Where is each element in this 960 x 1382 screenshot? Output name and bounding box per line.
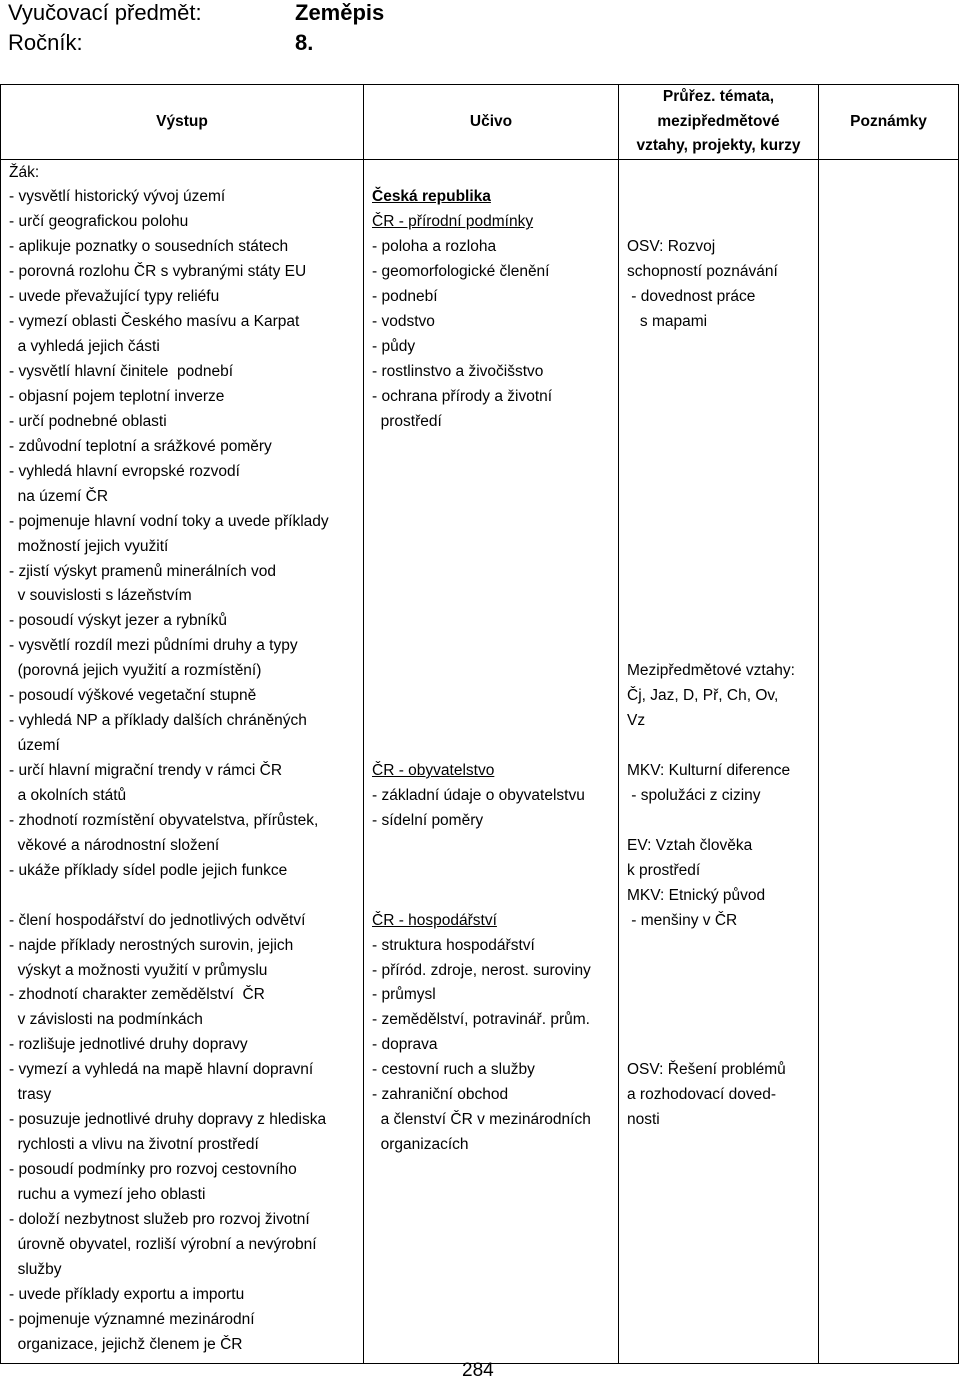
- prurez-line: [619, 434, 818, 459]
- ucivo-line: [364, 683, 618, 708]
- ucivo-column: [364, 159, 619, 1363]
- vystup-line: - uvede převažující typy reliéfu: [9, 288, 220, 306]
- ucivo-line: [364, 1307, 618, 1332]
- ucivo-line: [364, 833, 618, 858]
- ucivo-line: [364, 1207, 618, 1232]
- prurez-line: a rozhodovací doved-: [627, 1086, 777, 1104]
- vystup-line: - vymezí a vyhledá na mapě hlavní dopravní: [9, 1061, 314, 1079]
- ucivo-line: - rostlinstvo a živočišstvo: [372, 363, 544, 380]
- vystup-line: - posoudí výskyt jezer a rybníků: [9, 612, 227, 630]
- vystup-line: - zhodnotí charakter zemědělství ČR: [9, 986, 265, 1004]
- vystup-line: - uvede příklady exportu a importu: [9, 1285, 245, 1303]
- vystup-line: - pojmenuje hlavní vodní toky a uvede příklady: [9, 512, 329, 530]
- prurez-line: [619, 1332, 818, 1357]
- prurez-line: [619, 1232, 818, 1257]
- vystup-line: a vyhledá jejich části: [9, 338, 160, 356]
- column-header-ucivo: Učivo: [364, 85, 619, 160]
- vystup-line: - určí podnebné oblasti: [9, 412, 167, 430]
- ucivo-line: [364, 733, 618, 758]
- vystup-line: rychlosti a vlivu na životní prostředí: [9, 1136, 259, 1154]
- vystup-line: - zjistí výskyt pramenů minerálních vod: [9, 562, 277, 580]
- vystup-line: - porovná rozlohu ČR s vybranými státy EU: [9, 263, 307, 281]
- vystup-line: - doloží nezbytnost služeb pro rozvoj životní: [9, 1210, 310, 1228]
- ucivo-line: [364, 1232, 618, 1257]
- vystup-line: - vysvětlí hlavní činitele podnebí: [9, 363, 234, 380]
- ucivo-line: [364, 484, 618, 509]
- ucivo-line: - doprava: [372, 1036, 438, 1054]
- ucivo-line: [364, 1257, 618, 1282]
- ucivo-line: prostředí: [372, 412, 442, 430]
- vystup-line: - posoudí podmínky pro rozvoj cestovního: [9, 1161, 297, 1178]
- prurez-line: [619, 384, 818, 409]
- ucivo-line: ČR - přírodní podmínky: [372, 213, 534, 231]
- ucivo-line: - struktura hospodářství: [372, 936, 535, 954]
- column-header-prurez: [619, 85, 819, 160]
- ucivo-line: [364, 658, 618, 683]
- vystup-line: na území ČR: [9, 487, 109, 505]
- vystup-column: [1, 159, 364, 1363]
- ucivo-line: [364, 1332, 618, 1357]
- vystup-line: - posuzuje jednotlivé druhy dopravy z hlediska: [9, 1111, 327, 1129]
- prurez-line: [619, 1157, 818, 1182]
- vystup-line: [1, 883, 363, 908]
- vystup-line: Žák:: [9, 163, 40, 181]
- ucivo-line: - cestovní ruch a služby: [372, 1061, 535, 1079]
- prurez-line: [619, 484, 818, 509]
- vystup-line: v závislosti na podmínkách: [9, 1011, 203, 1029]
- vystup-line: organizace, jejichž členem je ČR: [9, 1335, 243, 1353]
- table-body-row: [1, 159, 959, 1363]
- prurez-line: [619, 459, 818, 484]
- vystup-line: - objasní pojem teplotní inverze: [9, 387, 225, 405]
- vystup-line: - posoudí výškové vegetační stupně: [9, 687, 257, 705]
- vystup-line: v souvislosti s lázeňstvím: [9, 587, 192, 605]
- vystup-line: možností jejich využití: [9, 537, 169, 555]
- prurez-line: MKV: Kulturní diference: [627, 762, 791, 779]
- ucivo-line: - sídelní poměry: [372, 811, 484, 829]
- ucivo-line: [364, 1182, 618, 1207]
- vystup-line: - vyhledá NP a příklady dalších chráněných: [9, 712, 307, 730]
- prurez-line: [619, 1257, 818, 1282]
- vystup-line: - rozlišuje jednotlivé druhy dopravy: [9, 1036, 248, 1054]
- prurez-line: [619, 733, 818, 758]
- ucivo-line: [364, 459, 618, 484]
- prurez-line: Vz: [627, 712, 646, 730]
- ucivo-line: organizacích: [372, 1136, 469, 1154]
- vystup-line: a okolních států: [9, 786, 127, 804]
- ucivo-line: - geomorfologické členění: [372, 263, 550, 281]
- prurez-line: [619, 209, 818, 234]
- ucivo-line: ČR - hospodářství: [372, 911, 497, 929]
- vystup-line: - vysvětlí historický vývoj území: [9, 188, 226, 206]
- subject-label: Vyučovací předmět:: [8, 0, 202, 25]
- prurez-line: - spolužáci z ciziny: [627, 786, 761, 804]
- grade-label: Ročník:: [8, 30, 83, 55]
- ucivo-line: - příród. zdroje, nerost. suroviny: [372, 961, 591, 979]
- prurez-line: [619, 1182, 818, 1207]
- ucivo-line: - podnebí: [372, 288, 438, 306]
- vystup-line: výskyt a možnosti využití v průmyslu: [9, 961, 268, 979]
- prurez-line: [619, 608, 818, 633]
- ucivo-line: Česká republika: [372, 188, 491, 206]
- vystup-line: - vyhledá hlavní evropské rozvodí: [9, 462, 240, 480]
- vystup-line: - určí geografickou polohu: [9, 213, 189, 231]
- grade-value: 8.: [295, 30, 314, 55]
- vystup-line: - člení hospodářství do jednotlivých odvětví: [9, 911, 306, 929]
- ucivo-line: [364, 559, 618, 584]
- prurez-line: Čj, Jaz, D, Př, Ch, Ov,: [627, 687, 779, 705]
- prurez-line: OSV: Rozvoj: [627, 238, 716, 256]
- column-header-prurez-line: vztahy, projekty, kurzy: [636, 137, 801, 154]
- prurez-line: nosti: [627, 1111, 660, 1129]
- prurez-line: [619, 160, 818, 185]
- prurez-line: s mapami: [627, 313, 708, 331]
- prurez-line: [619, 359, 818, 384]
- prurez-line: [619, 1132, 818, 1157]
- vystup-line: - ukáže příklady sídel podle jejich funkce: [9, 861, 288, 879]
- vystup-line: úrovně obyvatel, rozliší výrobní a nevýrobní: [9, 1235, 317, 1253]
- vystup-line: věkové a národnostní složení: [9, 836, 220, 854]
- vystup-line: ruchu a vymezí jeho oblasti: [9, 1185, 206, 1203]
- grade-line: [8, 30, 313, 56]
- vystup-line: trasy: [9, 1086, 52, 1104]
- prurez-line: [619, 1282, 818, 1307]
- prurez-line: [619, 184, 818, 209]
- vystup-line: - pojmenuje významné mezinárodní: [9, 1310, 255, 1328]
- prurez-line: MKV: Etnický původ: [627, 886, 766, 904]
- ucivo-line: [364, 534, 618, 559]
- prurez-line: [619, 1007, 818, 1032]
- prurez-line: [619, 1207, 818, 1232]
- prurez-line: [619, 583, 818, 608]
- ucivo-line: [364, 583, 618, 608]
- prurez-line: Mezipředmětové vztahy:: [627, 662, 795, 680]
- vystup-line: - vymezí oblasti Českého masívu a Karpat: [9, 313, 300, 331]
- ucivo-line: - zemědělství, potravinář. prům.: [372, 1011, 590, 1029]
- ucivo-line: [364, 160, 618, 185]
- ucivo-line: [364, 608, 618, 633]
- ucivo-line: - průmysl: [372, 986, 436, 1004]
- prurez-line: [619, 933, 818, 958]
- ucivo-line: [364, 1282, 618, 1307]
- prurez-line: [619, 808, 818, 833]
- prurez-line: [619, 633, 818, 658]
- vystup-line: (porovná jejich využití a rozmístění): [9, 662, 262, 680]
- prurez-line: [619, 1307, 818, 1332]
- ucivo-line: - základní údaje o obyvatelstvu: [372, 786, 585, 804]
- column-header-prurez-line: mezipředmětové: [657, 112, 780, 130]
- prurez-line: - dovednost práce: [627, 288, 756, 306]
- prurez-line: [619, 509, 818, 534]
- prurez-line: [619, 958, 818, 983]
- prurez-line: [619, 334, 818, 359]
- subject-line: [8, 0, 384, 26]
- vystup-line: - zhodnotí rozmístění obyvatelstva, přírůstek,: [9, 811, 319, 829]
- poznamky-column: [819, 159, 959, 1363]
- ucivo-line: - zahraniční obchod: [372, 1086, 509, 1104]
- subject-value: Zeměpis: [295, 0, 385, 25]
- column-header-poznamky: Poznámky: [819, 85, 959, 160]
- column-header-prurez-line: Průřez. témata,: [662, 88, 775, 105]
- curriculum-table: [0, 84, 959, 1364]
- ucivo-line: - půdy: [372, 338, 416, 356]
- vystup-line: - aplikuje poznatky o sousedních státech: [9, 238, 289, 256]
- prurez-line: [619, 1032, 818, 1057]
- ucivo-line: a členství ČR v mezinárodních: [372, 1111, 591, 1129]
- ucivo-line: [364, 708, 618, 733]
- prurez-line: OSV: Řešení problémů: [627, 1061, 786, 1079]
- ucivo-line: - ochrana přírody a životní: [372, 387, 553, 405]
- ucivo-line: [364, 633, 618, 658]
- ucivo-line: [364, 509, 618, 534]
- ucivo-line: [364, 858, 618, 883]
- prurez-column: [619, 159, 819, 1363]
- ucivo-line: [364, 883, 618, 908]
- ucivo-line: ČR - obyvatelstvo: [372, 762, 495, 779]
- prurez-line: [619, 534, 818, 559]
- vystup-line: území: [9, 737, 60, 755]
- prurez-line: [619, 559, 818, 584]
- column-header-vystup: Výstup: [1, 85, 364, 160]
- prurez-line: EV: Vztah člověka: [627, 836, 753, 854]
- prurez-line: k prostředí: [627, 861, 701, 879]
- table-header-row: [1, 85, 959, 160]
- prurez-line: [619, 409, 818, 434]
- ucivo-line: - poloha a rozloha: [372, 238, 497, 256]
- prurez-line: schopností poznávání: [627, 263, 778, 281]
- ucivo-line: [364, 1157, 618, 1182]
- prurez-line: - menšiny v ČR: [627, 911, 738, 929]
- vystup-line: služby: [9, 1260, 62, 1278]
- vystup-line: - zdůvodní teplotní a srážkové poměry: [9, 437, 272, 455]
- ucivo-line: - vodstvo: [372, 313, 435, 331]
- page-number: 284: [462, 1360, 494, 1381]
- vystup-line: - najde příklady nerostných surovin, jejich: [9, 936, 294, 954]
- vystup-line: - určí hlavní migrační trendy v rámci ČR: [9, 762, 283, 779]
- ucivo-line: [364, 434, 618, 459]
- vystup-line: - vysvětlí rozdíl mezi půdními druhy a typy: [9, 637, 298, 655]
- prurez-line: [619, 982, 818, 1007]
